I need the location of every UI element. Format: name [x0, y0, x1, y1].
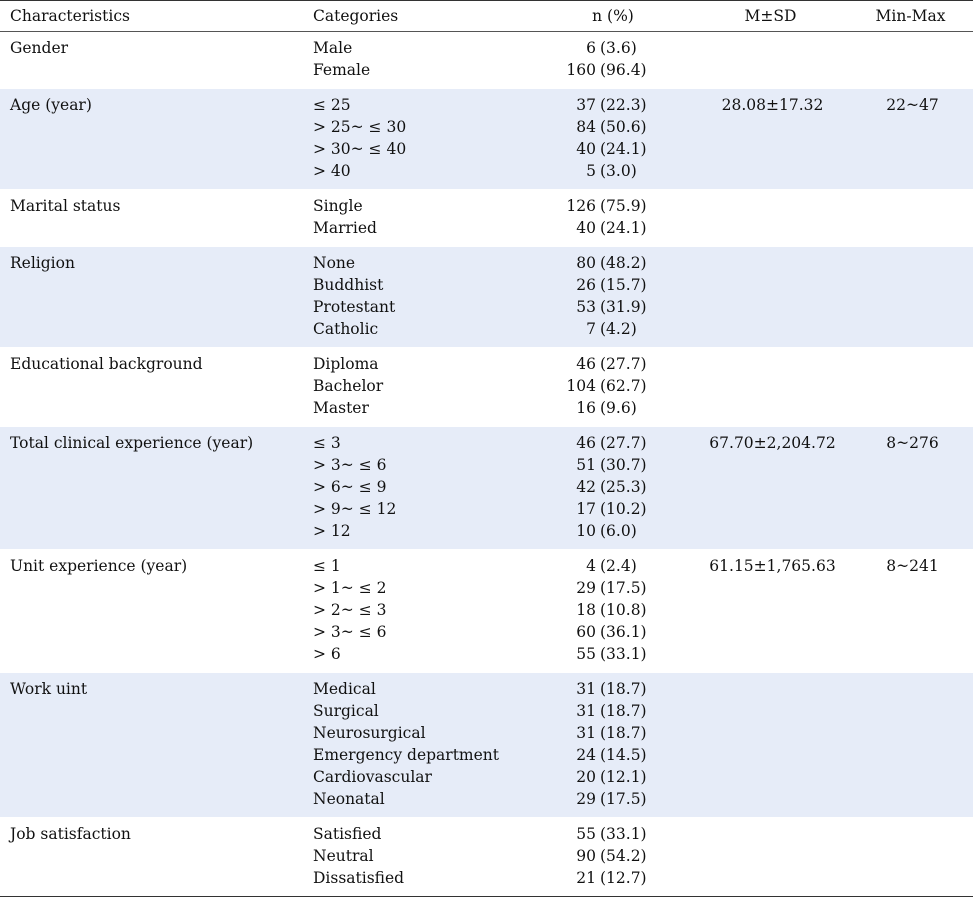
percent-value: (17.5) [600, 790, 647, 808]
header-min-max: Min-Max [848, 1, 973, 32]
characteristic-cell [0, 247, 303, 348]
category-label: Neutral [313, 847, 374, 865]
msd-cell [693, 190, 848, 247]
characteristic-label: Total clinical experience (year) [10, 434, 254, 452]
percent-value: (36.1) [600, 623, 647, 641]
category-label: Master [313, 399, 369, 417]
min-max-cell [848, 89, 973, 190]
category-label: Emergency department [313, 746, 500, 764]
characteristic-cell [0, 673, 303, 818]
min-max-value [858, 678, 967, 700]
n-percent-value [533, 160, 687, 182]
percent-value: (62.7) [600, 377, 647, 395]
n-percent-value [533, 217, 687, 239]
characteristic-cell [0, 190, 303, 247]
percent-value: (54.2) [600, 847, 647, 865]
n-percent-value [533, 867, 687, 889]
msd-cell [693, 247, 848, 348]
header-n-percent: n (%) [533, 1, 693, 32]
categories-cell [303, 247, 533, 348]
categories-cell [303, 32, 533, 89]
msd-value: 61.15±1,765.63 [709, 557, 836, 575]
msd-value [703, 678, 842, 700]
category-label: > 3~ ≤ 6 [313, 623, 387, 641]
table-header-row [0, 1, 973, 32]
count-value: 160 [566, 61, 596, 79]
percent-value: (6.0) [600, 522, 637, 540]
characteristic-label: Job satisfaction [10, 825, 131, 843]
count-value: 46 [576, 434, 596, 452]
min-max-value: 8~241 [886, 557, 939, 575]
count-value: 51 [576, 456, 596, 474]
category-label: Protestant [313, 298, 396, 316]
category-label: Diploma [313, 355, 379, 373]
category-label: Bachelor [313, 377, 384, 395]
count-value: 10 [576, 522, 596, 540]
category-label: Catholic [313, 320, 379, 338]
table-row [0, 89, 973, 190]
n-percent-value [533, 599, 687, 621]
category-label: > 2~ ≤ 3 [313, 601, 387, 619]
percent-value: (10.8) [600, 601, 647, 619]
header-categories: Categories [303, 1, 533, 32]
characteristic-cell [0, 427, 303, 550]
n-percent-cell [533, 673, 693, 818]
percent-value: (18.7) [600, 702, 647, 720]
category-label: > 6~ ≤ 9 [313, 478, 387, 496]
min-max-cell [848, 32, 973, 89]
count-value: 40 [576, 219, 596, 237]
percent-value: (14.5) [600, 746, 647, 764]
min-max-value [858, 252, 967, 274]
n-percent-value [533, 643, 687, 665]
msd-cell [693, 427, 848, 550]
header-msd: M±SD [693, 1, 848, 32]
percent-value: (24.1) [600, 140, 647, 158]
category-label: Female [313, 61, 371, 79]
min-max-value: 8~276 [886, 434, 939, 452]
count-value: 126 [566, 197, 596, 215]
n-percent-value [533, 274, 687, 296]
percent-value: (96.4) [600, 61, 647, 79]
n-percent-value [533, 252, 687, 274]
characteristic-label: Age (year) [10, 96, 92, 114]
table-row [0, 818, 973, 897]
characteristic-cell [0, 348, 303, 427]
characteristic-label: Educational background [10, 355, 203, 373]
count-value: 104 [566, 377, 596, 395]
n-percent-value [533, 318, 687, 340]
category-label: Medical [313, 680, 376, 698]
category-label: Single [313, 197, 363, 215]
count-value: 90 [576, 847, 596, 865]
n-percent-value [533, 138, 687, 160]
min-max-value: 22~47 [886, 96, 939, 114]
category-label: Buddhist [313, 276, 384, 294]
count-value: 26 [576, 276, 596, 294]
n-percent-value [533, 432, 687, 454]
count-value: 80 [576, 254, 596, 272]
category-label: > 3~ ≤ 6 [313, 456, 387, 474]
percent-value: (3.0) [600, 162, 637, 180]
percent-value: (15.7) [600, 276, 647, 294]
categories-cell [303, 550, 533, 673]
categories-cell [303, 818, 533, 897]
characteristic-label: Work uint [10, 680, 88, 698]
count-value: 20 [576, 768, 596, 786]
category-label: > 9~ ≤ 12 [313, 500, 397, 518]
msd-value: 67.70±2,204.72 [709, 434, 836, 452]
n-percent-cell [533, 89, 693, 190]
min-max-cell [848, 427, 973, 550]
percent-value: (25.3) [600, 478, 647, 496]
count-value: 29 [576, 579, 596, 597]
msd-value [703, 353, 842, 375]
min-max-cell [848, 348, 973, 427]
characteristic-label: Gender [10, 39, 69, 57]
categories-cell [303, 89, 533, 190]
category-label: ≤ 1 [313, 557, 341, 575]
count-value: 16 [576, 399, 596, 417]
category-label: Surgical [313, 702, 379, 720]
percent-value: (3.6) [600, 39, 637, 57]
n-percent-value [533, 498, 687, 520]
percent-value: (33.1) [600, 825, 647, 843]
count-value: 18 [576, 601, 596, 619]
percent-value: (24.1) [600, 219, 647, 237]
min-max-value [858, 195, 967, 217]
n-percent-value [533, 195, 687, 217]
table-row [0, 550, 973, 673]
percent-value: (18.7) [600, 724, 647, 742]
percent-value: (75.9) [600, 197, 647, 215]
percent-value: (50.6) [600, 118, 647, 136]
n-percent-cell [533, 190, 693, 247]
n-percent-value [533, 722, 687, 744]
n-percent-cell [533, 818, 693, 897]
category-label: Neonatal [313, 790, 385, 808]
n-percent-cell [533, 550, 693, 673]
n-percent-value [533, 59, 687, 81]
category-label: ≤ 25 [313, 96, 351, 114]
n-percent-value [533, 520, 687, 542]
category-label: > 1~ ≤ 2 [313, 579, 387, 597]
percent-value: (18.7) [600, 680, 647, 698]
percent-value: (4.2) [600, 320, 637, 338]
category-label: Neurosurgical [313, 724, 426, 742]
characteristic-cell [0, 89, 303, 190]
table-row [0, 348, 973, 427]
category-label: Cardiovascular [313, 768, 432, 786]
msd-cell [693, 348, 848, 427]
characteristic-label: Religion [10, 254, 75, 272]
table-body [0, 32, 973, 897]
msd-value [703, 37, 842, 59]
min-max-value [858, 353, 967, 375]
min-max-cell [848, 673, 973, 818]
msd-cell [693, 673, 848, 818]
count-value: 60 [576, 623, 596, 641]
msd-value [703, 823, 842, 845]
count-value: 84 [576, 118, 596, 136]
category-label: > 40 [313, 162, 351, 180]
msd-cell [693, 32, 848, 89]
count-value: 21 [576, 869, 596, 887]
table-row [0, 247, 973, 348]
min-max-value [858, 823, 967, 845]
count-value: 31 [576, 702, 596, 720]
count-value: 24 [576, 746, 596, 764]
n-percent-value [533, 37, 687, 59]
n-percent-value [533, 766, 687, 788]
n-percent-value [533, 454, 687, 476]
count-value: 31 [576, 724, 596, 742]
category-label: Dissatisfied [313, 869, 405, 887]
category-label: > 25~ ≤ 30 [313, 118, 407, 136]
msd-value: 28.08±17.32 [721, 96, 824, 114]
n-percent-value [533, 788, 687, 810]
percent-value: (17.5) [600, 579, 647, 597]
count-value: 55 [576, 825, 596, 843]
count-value: 46 [576, 355, 596, 373]
n-percent-value [533, 577, 687, 599]
table-row [0, 32, 973, 89]
n-percent-value [533, 397, 687, 419]
percent-value: (30.7) [600, 456, 647, 474]
min-max-cell [848, 550, 973, 673]
n-percent-cell [533, 348, 693, 427]
n-percent-value [533, 744, 687, 766]
msd-value [703, 195, 842, 217]
percent-value: (12.7) [600, 869, 647, 887]
n-percent-value [533, 94, 687, 116]
n-percent-value [533, 555, 687, 577]
table-row [0, 190, 973, 247]
min-max-cell [848, 247, 973, 348]
categories-cell [303, 427, 533, 550]
percent-value: (10.2) [600, 500, 647, 518]
table-row [0, 673, 973, 818]
n-percent-value [533, 823, 687, 845]
categories-cell [303, 190, 533, 247]
characteristic-label: Unit experience (year) [10, 557, 188, 575]
count-value: 37 [576, 96, 596, 114]
category-label: Male [313, 39, 353, 57]
percent-value: (48.2) [600, 254, 647, 272]
n-percent-value [533, 678, 687, 700]
n-percent-value [533, 116, 687, 138]
category-label: Married [313, 219, 377, 237]
categories-cell [303, 673, 533, 818]
table-row [0, 427, 973, 550]
category-label: > 6 [313, 645, 341, 663]
percent-value: (9.6) [600, 399, 637, 417]
n-percent-cell [533, 427, 693, 550]
min-max-value [858, 37, 967, 59]
n-percent-value [533, 296, 687, 318]
n-percent-cell [533, 247, 693, 348]
count-value: 55 [576, 645, 596, 663]
count-value: 6 [586, 39, 596, 57]
percent-value: (12.1) [600, 768, 647, 786]
characteristic-cell [0, 818, 303, 897]
msd-cell [693, 818, 848, 897]
categories-cell [303, 348, 533, 427]
count-value: 29 [576, 790, 596, 808]
msd-cell [693, 550, 848, 673]
percent-value: (27.7) [600, 434, 647, 452]
n-percent-value [533, 353, 687, 375]
min-max-cell [848, 190, 973, 247]
percent-value: (33.1) [600, 645, 647, 663]
count-value: 4 [586, 557, 596, 575]
category-label: > 30~ ≤ 40 [313, 140, 407, 158]
characteristic-cell [0, 32, 303, 89]
percent-value: (27.7) [600, 355, 647, 373]
count-value: 53 [576, 298, 596, 316]
msd-value [703, 252, 842, 274]
percent-value: (2.4) [600, 557, 637, 575]
category-label: > 12 [313, 522, 351, 540]
percent-value: (31.9) [600, 298, 647, 316]
n-percent-value [533, 845, 687, 867]
category-label: ≤ 3 [313, 434, 341, 452]
percent-value: (22.3) [600, 96, 647, 114]
characteristic-cell [0, 550, 303, 673]
count-value: 7 [586, 320, 596, 338]
category-label: Satisfied [313, 825, 382, 843]
n-percent-value [533, 700, 687, 722]
n-percent-value [533, 621, 687, 643]
msd-cell [693, 89, 848, 190]
count-value: 17 [576, 500, 596, 518]
count-value: 31 [576, 680, 596, 698]
n-percent-value [533, 476, 687, 498]
min-max-cell [848, 818, 973, 897]
characteristic-label: Marital status [10, 197, 121, 215]
n-percent-value [533, 375, 687, 397]
header-characteristics: Characteristics [0, 1, 303, 32]
count-value: 5 [586, 162, 596, 180]
count-value: 40 [576, 140, 596, 158]
count-value: 42 [576, 478, 596, 496]
n-percent-cell [533, 32, 693, 89]
category-label: None [313, 254, 356, 272]
